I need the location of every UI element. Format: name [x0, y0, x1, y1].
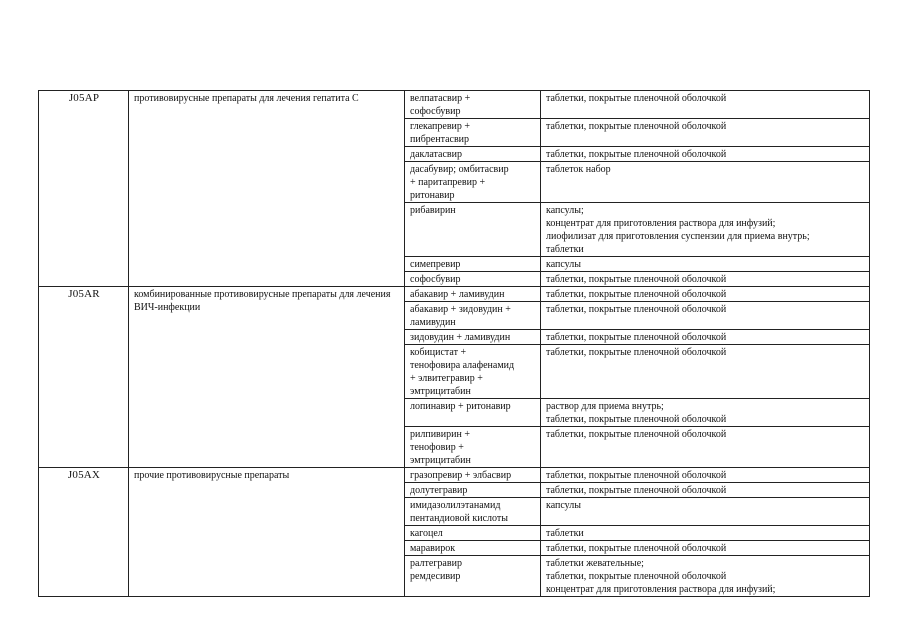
- dosage-form: капсулы: [541, 257, 870, 272]
- drug-name: кагоцел: [405, 526, 541, 541]
- dosage-form: капсулы; концентрат для приготовления раствора для инфузий; лиофилизат для приготовления суспензии для приема внутрь; таблетки: [541, 203, 870, 257]
- dosage-form: таблетки, покрытые пленочной оболочкой: [541, 468, 870, 483]
- drug-name: лопинавир + ритонавир: [405, 399, 541, 427]
- group-description: комбинированные противовирусные препараты для лечения ВИЧ-инфекции: [129, 287, 405, 468]
- drug-name: зидовудин + ламивудин: [405, 330, 541, 345]
- atc-code: J05AR: [39, 287, 129, 468]
- dosage-form: таблетки, покрытые пленочной оболочкой: [541, 147, 870, 162]
- dosage-form: таблетки, покрытые пленочной оболочкой: [541, 427, 870, 468]
- dosage-form: таблетки жевательные; таблетки, покрытые пленочной оболочкой концентрат для приготовления раствора для инфузий;: [541, 556, 870, 597]
- dosage-form: таблетки, покрытые пленочной оболочкой: [541, 483, 870, 498]
- drug-name: абакавир + ламивудин: [405, 287, 541, 302]
- dosage-form: таблетки, покрытые пленочной оболочкой: [541, 330, 870, 345]
- drug-name: рилпивирин + тенофовир + эмтрицитабин: [405, 427, 541, 468]
- drug-name: велпатасвир + софосбувир: [405, 91, 541, 119]
- drug-name: глекапревир + пибрентасвир: [405, 119, 541, 147]
- drug-name: кобицистат + тенофовира алафенамид + элвитегравир + эмтрицитабин: [405, 345, 541, 399]
- drug-name: рибавирин: [405, 203, 541, 257]
- dosage-form: таблетки, покрытые пленочной оболочкой: [541, 541, 870, 556]
- drug-name: маравирок: [405, 541, 541, 556]
- drug-name: софосбувир: [405, 272, 541, 287]
- dosage-form: раствор для приема внутрь; таблетки, покрытые пленочной оболочкой: [541, 399, 870, 427]
- drug-name: долутегравир: [405, 483, 541, 498]
- dosage-form: таблетки, покрытые пленочной оболочкой: [541, 287, 870, 302]
- dosage-form: капсулы: [541, 498, 870, 526]
- drug-name: абакавир + зидовудин + ламивудин: [405, 302, 541, 330]
- atc-code: J05AP: [39, 91, 129, 287]
- table-row: [39, 91, 870, 119]
- drug-name: гразопревир + элбасвир: [405, 468, 541, 483]
- dosage-form: таблетки: [541, 526, 870, 541]
- drug-name: симепревир: [405, 257, 541, 272]
- group-description: прочие противовирусные препараты: [129, 468, 405, 597]
- dosage-form: таблетки, покрытые пленочной оболочкой: [541, 272, 870, 287]
- dosage-form: таблетки, покрытые пленочной оболочкой: [541, 302, 870, 330]
- drug-name: дасабувир; омбитасвир + паритапревир + ритонавир: [405, 162, 541, 203]
- drug-name: даклатасвир: [405, 147, 541, 162]
- dosage-form: таблетки, покрытые пленочной оболочкой: [541, 345, 870, 399]
- drug-name: имидазолилэтанамид пентандиовой кислоты: [405, 498, 541, 526]
- table-row: [39, 468, 870, 483]
- dosage-form: таблетки, покрытые пленочной оболочкой: [541, 119, 870, 147]
- table-row: [39, 287, 870, 302]
- atc-code: J05AX: [39, 468, 129, 597]
- dosage-form: таблеток набор: [541, 162, 870, 203]
- table-body: [39, 91, 870, 597]
- group-description: противовирусные препараты для лечения гепатита С: [129, 91, 405, 287]
- dosage-form: таблетки, покрытые пленочной оболочкой: [541, 91, 870, 119]
- drug-name: ралтегравир ремдесивир: [405, 556, 541, 597]
- drug-table: [38, 90, 870, 597]
